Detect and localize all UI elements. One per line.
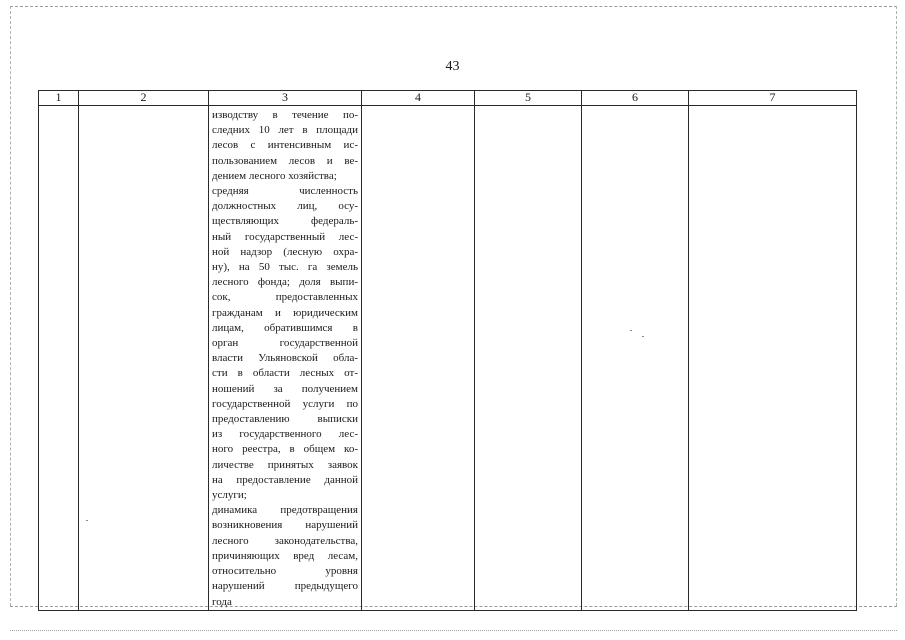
scan-edge-top [10,6,897,7]
text-line: услуги; [212,489,247,502]
column-header: 1 [39,91,79,106]
document-table [38,90,857,611]
page-number: 43 [445,59,460,74]
text-line: причиняющих вред лесам, [212,549,358,562]
column-header: 4 [362,91,475,106]
column-header: 3 [209,91,362,106]
table-cell-col4 [362,106,475,611]
text-line: ного реестра, в общем ко- [212,443,358,456]
text-line: ну), на 50 тыс. га земель [212,261,358,274]
text-line: из государственного лес- [212,428,358,441]
text-line: лесного законодательства, [212,534,358,547]
column-header: 5 [475,91,582,106]
text-line: пользованием лесов и ве- [212,154,358,167]
column-header: 2 [79,91,209,106]
scan-edge-left [10,6,11,606]
table-cell-col6 [582,106,689,611]
text-line: следних 10 лет в площади [212,124,358,137]
table-header-row [39,91,857,106]
text-line: лицам, обратившимся в [212,321,358,334]
text-line: ществляющих федераль- [212,215,358,228]
text-line: возникновения нарушений [212,519,358,532]
column-header: 6 [582,91,689,106]
table-row [39,106,857,611]
text-line: лесов с интенсивным ис- [212,139,358,152]
table-cell-col2 [79,106,209,611]
text-line: должностных лиц, осу- [212,200,358,213]
text-line: на предоставление данной [212,473,358,486]
column-header: 7 [689,91,857,106]
text-line: личестве принятых заявок [212,458,358,471]
table-cell-col7 [689,106,857,611]
text-line: нарушений предыдущего [212,580,358,593]
text-line: гражданам и юридическим [212,306,358,319]
table-cell-col1 [39,106,79,611]
text-line: дением лесного хозяйства; [212,169,337,182]
scan-noise-bottom [10,630,897,631]
text-line: орган государственной [212,337,358,350]
table-cell-col5 [475,106,582,611]
text-line: года [212,595,232,608]
text-line: средняя численность [212,185,358,198]
text-line: предоставлению выписки [212,413,358,426]
indicator-text [209,106,361,610]
text-line: сок, предоставленных [212,291,358,304]
table-cell-col3 [209,106,362,611]
text-line: ношений за получением [212,382,358,395]
text-line: ной надзор (лесную охра- [212,245,358,258]
text-line: изводству в течение по- [212,109,358,121]
text-line: власти Ульяновской обла- [212,352,358,365]
text-line: сти в области лесных от- [212,367,358,380]
scan-edge-right [896,6,897,606]
text-line: динамика предотвращения [212,504,358,517]
text-line: государственной услуги по [212,397,358,410]
text-line: лесного фонда; доля выпи- [212,276,358,289]
text-line: ный государственный лес- [212,230,358,243]
text-line: относительно уровня [212,565,358,578]
